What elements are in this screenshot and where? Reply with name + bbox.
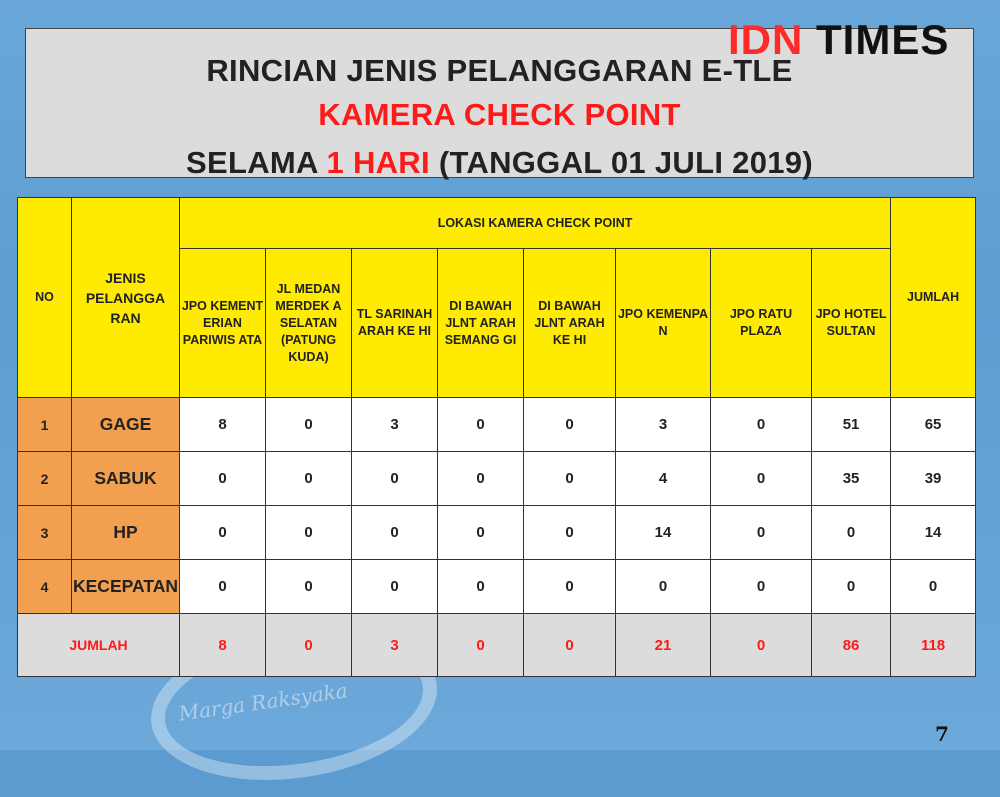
- row-value: 0: [812, 506, 891, 560]
- idn-times-logo: [728, 14, 949, 66]
- row-value: 51: [812, 398, 891, 452]
- watermark-text: Marga Raksyaka: [177, 678, 349, 726]
- row-type: KECEPATAN: [72, 560, 180, 614]
- row-value: 0: [352, 506, 438, 560]
- row-value: 0: [524, 506, 616, 560]
- table-row: [18, 506, 976, 560]
- row-value: 8: [180, 398, 266, 452]
- row-value: 3: [352, 398, 438, 452]
- row-total: 0: [891, 560, 976, 614]
- row-value: 0: [266, 560, 352, 614]
- sum-value: 21: [616, 614, 711, 677]
- sum-value: 0: [438, 614, 524, 677]
- row-value: 0: [180, 452, 266, 506]
- sum-row: [18, 614, 976, 677]
- header-location: DI BAWAH JLNT ARAH KE HI: [524, 249, 616, 398]
- sum-value: 8: [180, 614, 266, 677]
- row-type: GAGE: [72, 398, 180, 452]
- header-location: JPO RATU PLAZA: [711, 249, 812, 398]
- header-total: JUMLAH: [891, 198, 976, 398]
- title-line-3: [26, 139, 973, 187]
- row-value: 0: [352, 560, 438, 614]
- table-row: [18, 398, 976, 452]
- row-value: 0: [524, 452, 616, 506]
- row-value: 0: [616, 560, 711, 614]
- row-value: 0: [266, 452, 352, 506]
- row-value: 0: [711, 452, 812, 506]
- logo-idn: IDN: [728, 16, 804, 63]
- row-value: 0: [352, 452, 438, 506]
- header-location: JPO HOTEL SULTAN: [812, 249, 891, 398]
- row-value: 0: [266, 506, 352, 560]
- row-value: 0: [524, 398, 616, 452]
- row-value: 0: [180, 506, 266, 560]
- row-total: 65: [891, 398, 976, 452]
- header-location: JPO KEMENPA N: [616, 249, 711, 398]
- row-no: 2: [18, 452, 72, 506]
- row-value: 0: [711, 560, 812, 614]
- row-value: 0: [438, 398, 524, 452]
- row-total: 14: [891, 506, 976, 560]
- header-location: DI BAWAH JLNT ARAH SEMANG GI: [438, 249, 524, 398]
- violation-table: [17, 197, 976, 677]
- row-no: 1: [18, 398, 72, 452]
- row-value: 35: [812, 452, 891, 506]
- title-line-1: RINCIAN JENIS PELANGGARAN E-TLE: [206, 53, 793, 88]
- row-value: 0: [812, 560, 891, 614]
- row-no: 3: [18, 506, 72, 560]
- page-number: 7: [935, 722, 949, 746]
- sum-value: 0: [266, 614, 352, 677]
- sum-label: JUMLAH: [18, 614, 180, 677]
- title-line-3-highlight: 1 HARI: [326, 145, 430, 180]
- row-value: 4: [616, 452, 711, 506]
- row-value: 0: [180, 560, 266, 614]
- header-location: TL SARINAH ARAH KE HI: [352, 249, 438, 398]
- row-value: 0: [438, 506, 524, 560]
- row-type: SABUK: [72, 452, 180, 506]
- table-row: [18, 452, 976, 506]
- row-value: 0: [438, 560, 524, 614]
- row-value: 3: [616, 398, 711, 452]
- sum-total: 118: [891, 614, 976, 677]
- logo-times: TIMES: [816, 16, 950, 63]
- row-value: 0: [711, 506, 812, 560]
- row-no: 4: [18, 560, 72, 614]
- row-value: 0: [266, 398, 352, 452]
- row-type: HP: [72, 506, 180, 560]
- title-line-2: KAMERA CHECK POINT: [318, 97, 681, 132]
- row-value: 0: [524, 560, 616, 614]
- header-location: JPO KEMENT ERIAN PARIWIS ATA: [180, 249, 266, 398]
- title-line-3-suffix: (TANGGAL 01 JULI 2019): [429, 145, 813, 180]
- row-value: 0: [711, 398, 812, 452]
- row-value: 14: [616, 506, 711, 560]
- title-line-3-prefix: SELAMA: [186, 145, 327, 180]
- header-no: NO: [18, 198, 72, 398]
- row-value: 0: [438, 452, 524, 506]
- sum-value: 0: [711, 614, 812, 677]
- sum-value: 0: [524, 614, 616, 677]
- sum-value: 3: [352, 614, 438, 677]
- sum-value: 86: [812, 614, 891, 677]
- row-total: 39: [891, 452, 976, 506]
- header-location-group: LOKASI KAMERA CHECK POINT: [180, 198, 891, 249]
- table-row: [18, 560, 976, 614]
- header-location: JL MEDAN MERDEK A SELATAN (PATUNG KUDA): [266, 249, 352, 398]
- header-violation-type: JENIS PELANGGA RAN: [72, 198, 180, 398]
